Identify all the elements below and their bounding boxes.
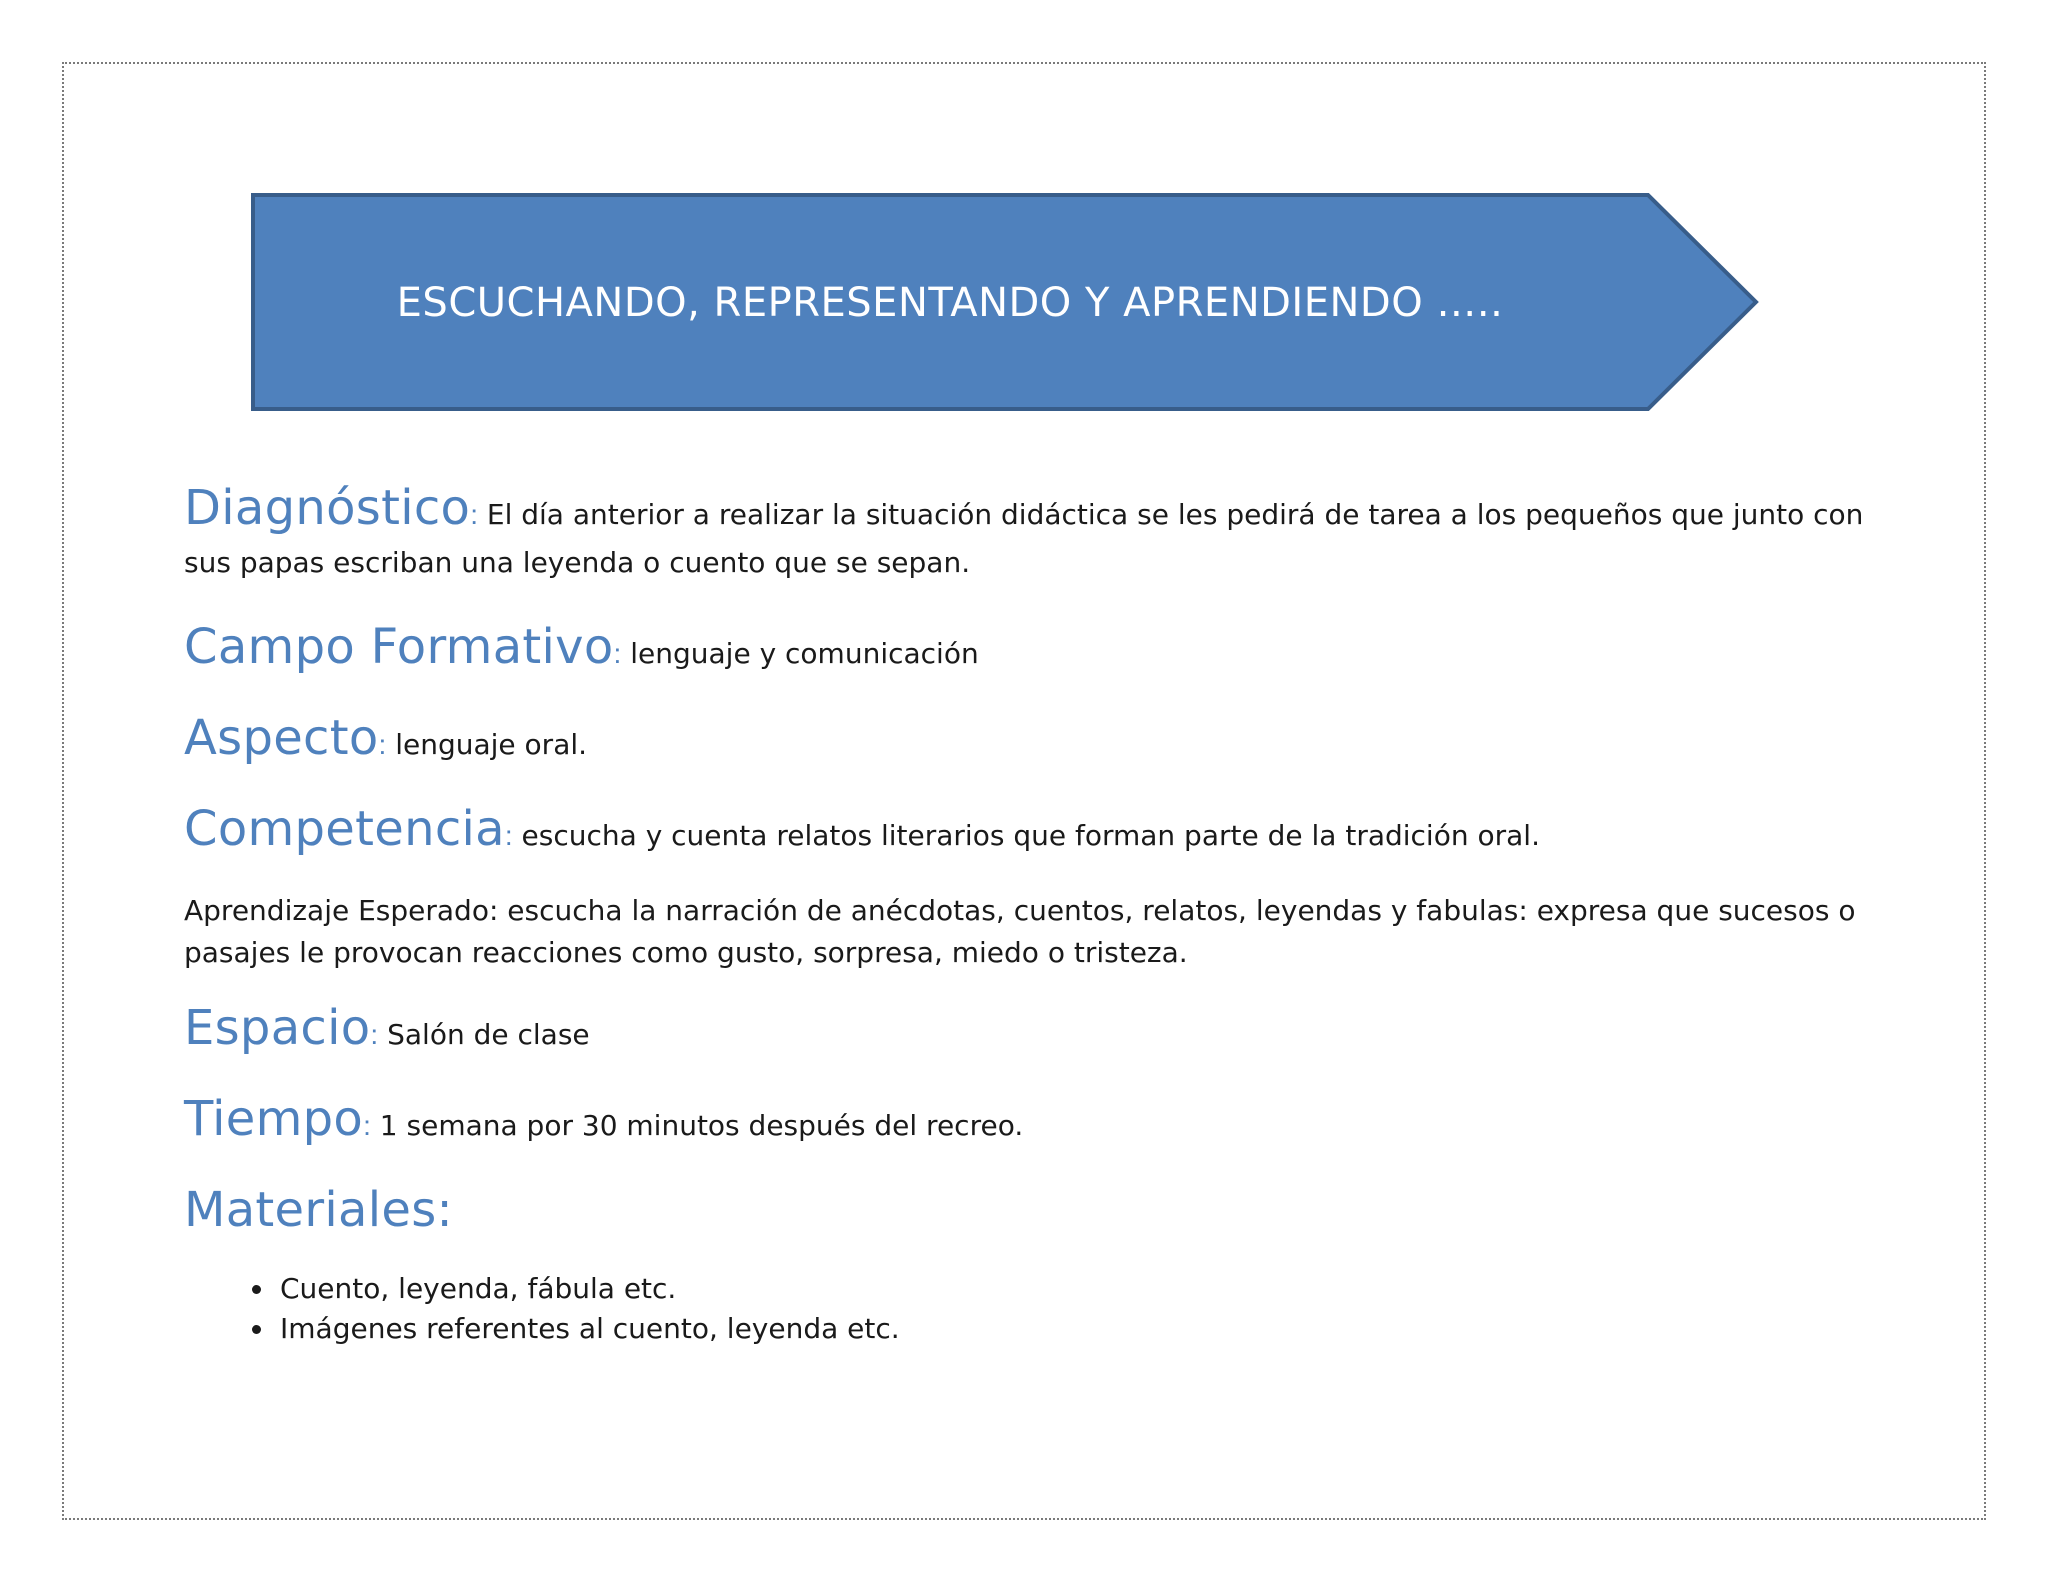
competencia-section (184, 801, 1864, 860)
espacio-heading: Espacio (184, 1000, 371, 1056)
competencia-separator: : (504, 820, 513, 851)
diagnostico-text-line1: El día anterior a realizar la situación didáctica se les pedirá de tarea a los pequeños que junto con (477, 498, 1864, 531)
aspecto-separator: : (378, 729, 387, 760)
campo-text: lenguaje y comunicación (621, 637, 979, 670)
espacio-section (184, 1000, 1864, 1059)
list-item: • Imágenes referentes al cuento, leyenda etc. (276, 1309, 1864, 1349)
document-body (184, 480, 1864, 1349)
aspecto-section (184, 710, 1864, 769)
materiales-list (184, 1269, 1864, 1349)
aspecto-heading: Aspecto (184, 710, 379, 766)
tiempo-section (184, 1091, 1864, 1150)
campo-separator: : (613, 638, 622, 669)
title-banner (250, 192, 1766, 414)
tiempo-text: 1 semana por 30 minutos después del recreo. (370, 1109, 1024, 1142)
tiempo-heading: Tiempo (184, 1091, 364, 1147)
aspecto-text: lenguaje oral. (386, 728, 588, 761)
materiales-heading: Materiales: (184, 1182, 454, 1238)
tiempo-separator: : (363, 1110, 371, 1141)
campo-heading: Campo Formativo (184, 619, 614, 675)
espacio-separator: : (370, 1019, 379, 1050)
aprendizaje-esperado-text: Aprendizaje Esperado: escucha la narración de anécdotas, cuentos, relatos, leyendas y fabulas: expresa que sucesos o pasajes le provocan reacciones como gusto, sorpresa, miedo o tristeza. (184, 894, 1856, 969)
competencia-text: escucha y cuenta relatos literarios que forman parte de la tradición oral. (512, 819, 1540, 852)
materiales-section (184, 1182, 1864, 1241)
campo-section (184, 619, 1864, 678)
list-item: • Cuento, leyenda, fábula etc. (276, 1269, 1864, 1309)
espacio-text: Salón de clase (378, 1018, 590, 1051)
competencia-heading: Competencia (184, 801, 505, 857)
diagnostico-separator: : (470, 499, 478, 530)
diagnostico-text-line2: sus papas escriban una leyenda o cuento que se sepan. (184, 546, 971, 579)
diagnostico-section (184, 480, 1864, 587)
diagnostico-heading: Diagnóstico (184, 480, 471, 536)
banner-title: ESCUCHANDO, REPRESENTANDO Y APRENDIENDO ….. (396, 280, 1504, 326)
